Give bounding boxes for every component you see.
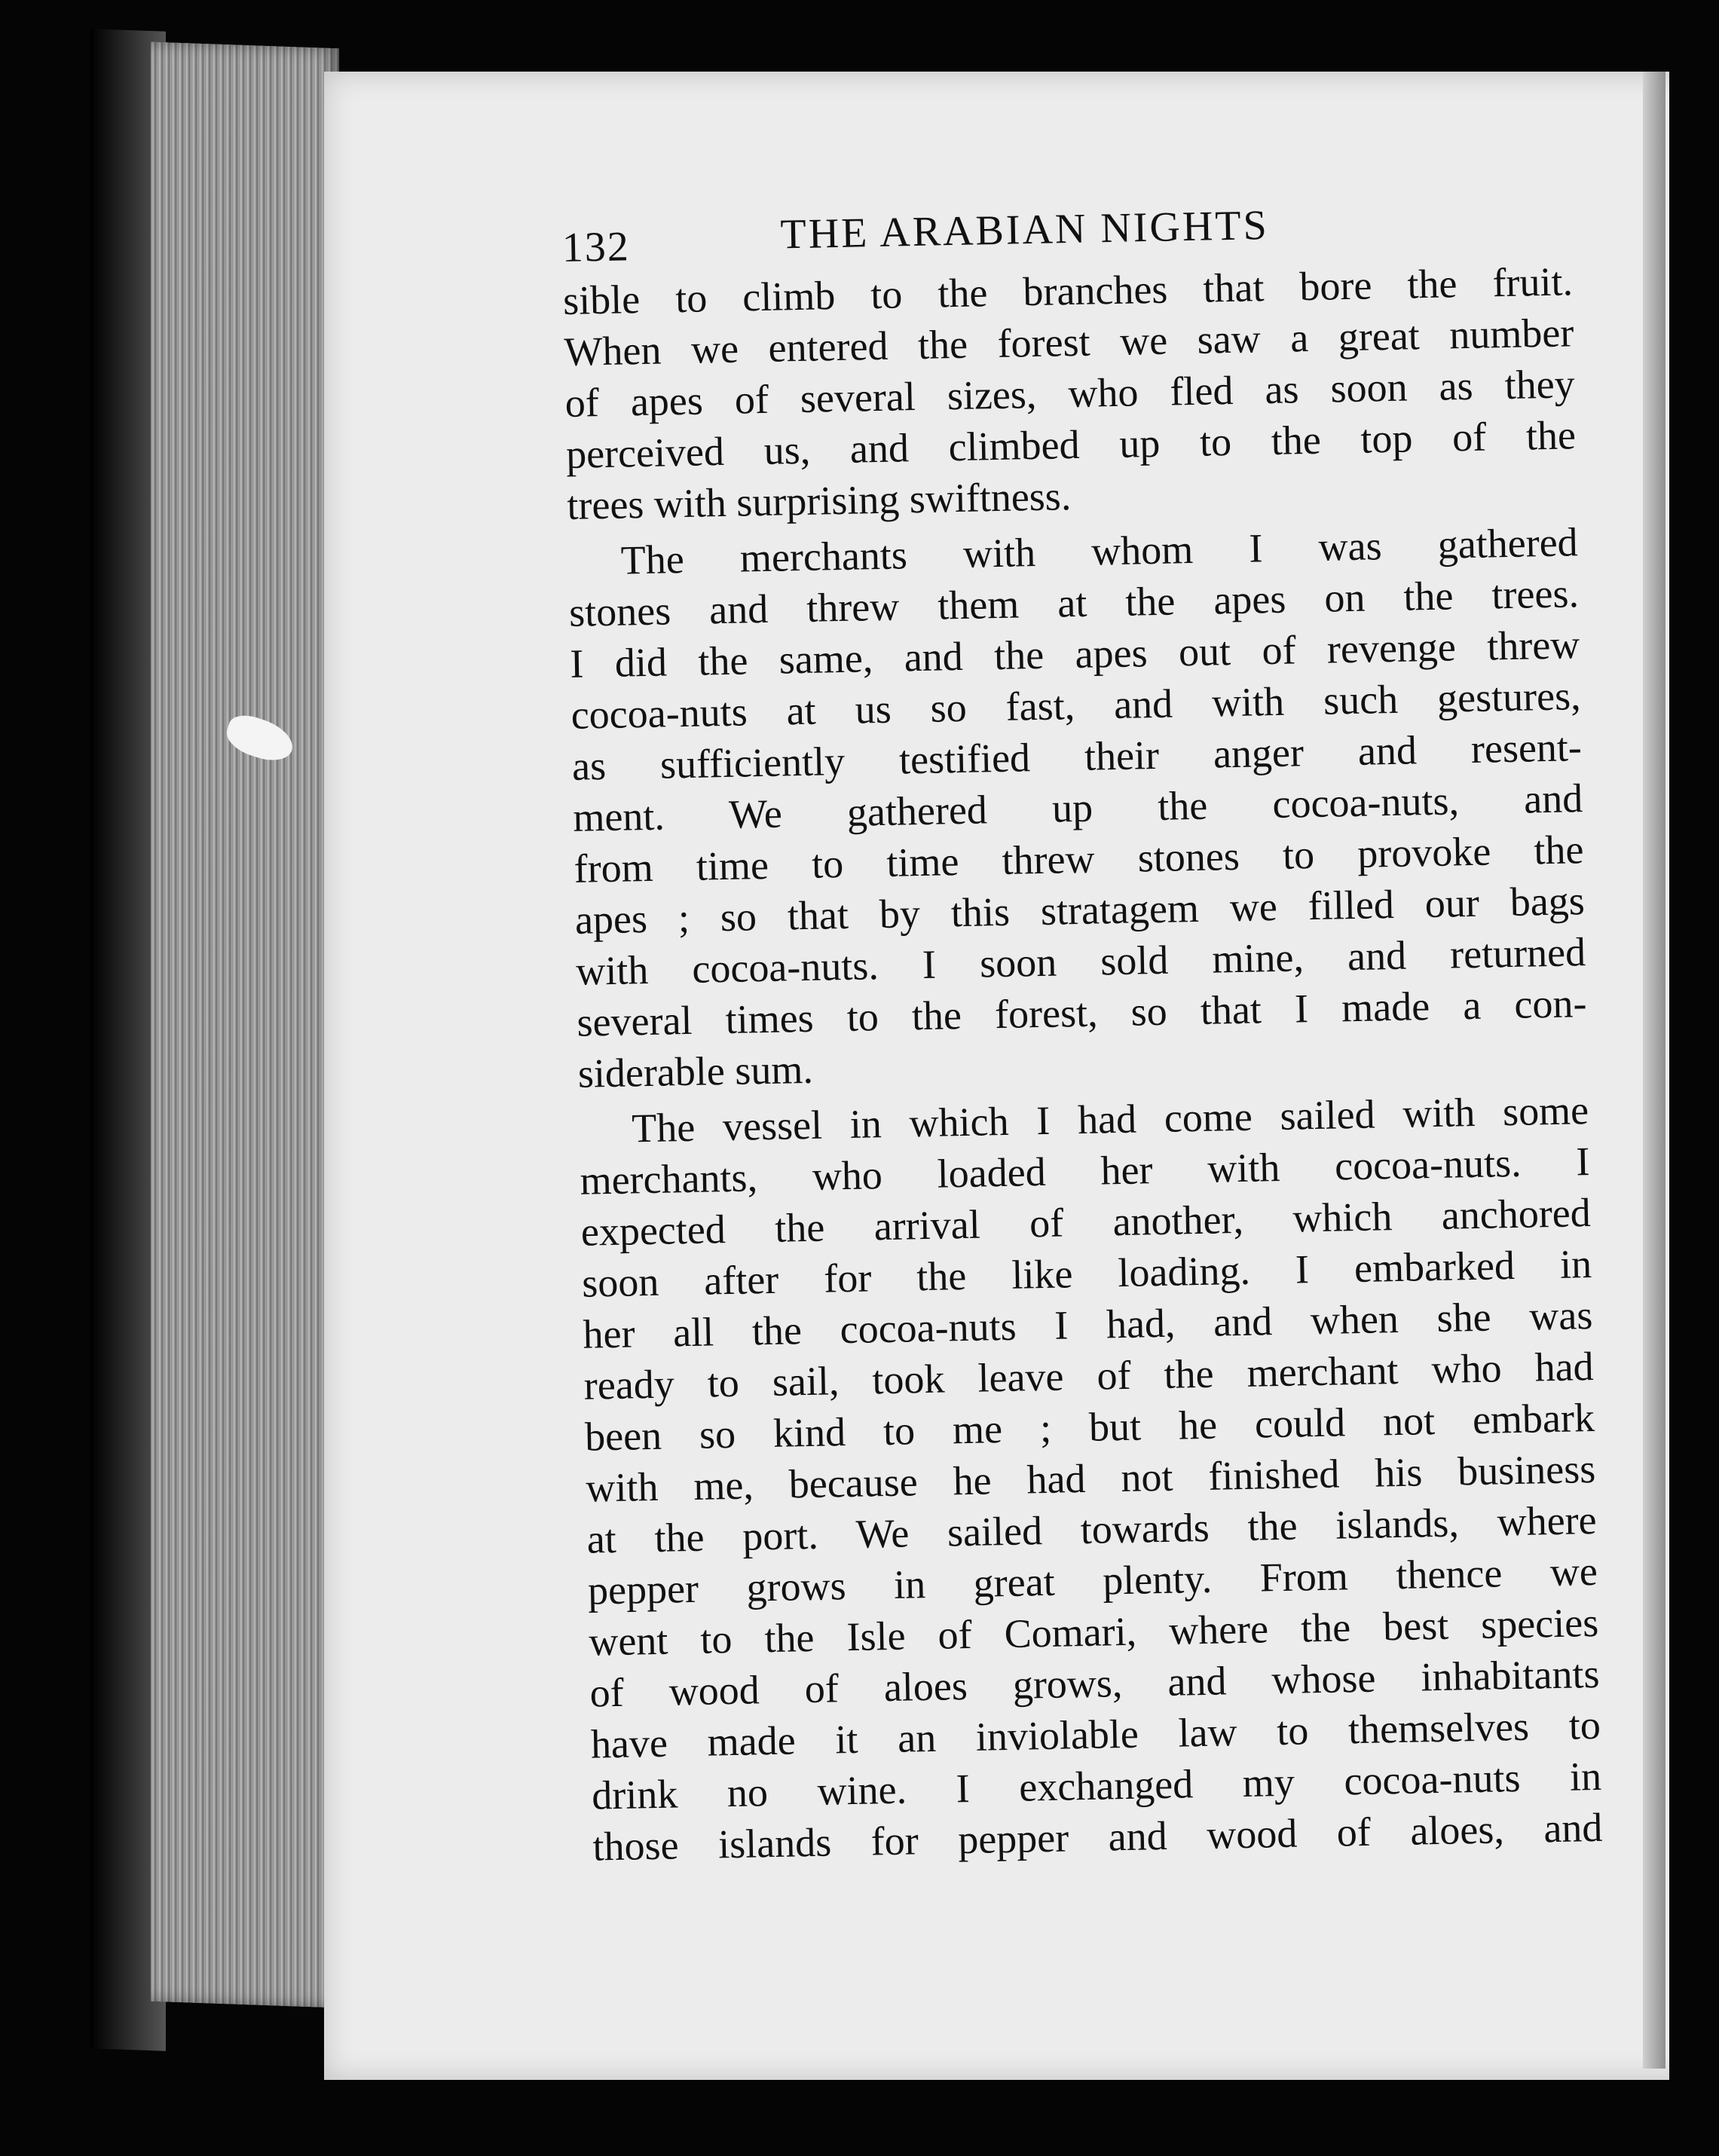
text-line: sible to climb to the branches that bore the fruit. — [562, 258, 1574, 323]
page-edges — [151, 42, 339, 2008]
text-line: with cocoa-nuts. I soon sold mine, and returned — [575, 929, 1586, 994]
text-line: have made it an inviolable law to themselves to — [590, 1702, 1601, 1767]
text-line: siderable sum. — [577, 1046, 814, 1096]
text-line: The vessel in which I had come sailed with some — [631, 1087, 1589, 1151]
text-line: merchants, who loaded her with cocoa-nuts. I — [580, 1139, 1590, 1203]
text-line: as sufficiently testified their anger and resent- — [571, 724, 1583, 789]
text-line: expected the arrival of another, which anchored — [580, 1190, 1592, 1255]
right-margin-shadow — [1669, 30, 1719, 2125]
text-line: apes ; so that by this stratagem we filled our bags — [574, 878, 1586, 943]
text-line: her all the cocoa-nuts I had, and when she was — [582, 1292, 1593, 1357]
paragraph — [579, 1084, 1603, 1873]
text-line: at the port. We sailed towards the islands, where — [586, 1497, 1598, 1562]
text-line: several times to the forest, so that I made a con- — [577, 980, 1587, 1045]
paragraph — [563, 255, 1577, 531]
page-number: 132 — [561, 223, 631, 271]
text-line: soon after for the like loading. I embarked in — [581, 1241, 1592, 1306]
page-text-block — [561, 195, 1603, 1872]
text-line: stones and threw them at the apes on the trees. — [568, 570, 1580, 635]
text-line: I did the same, and the apes out of revenge threw — [569, 622, 1580, 687]
text-line: from time to time threw stones to provoke the — [574, 827, 1584, 891]
text-line: ready to sail, took leave of the merchant who had — [583, 1343, 1595, 1408]
text-line: perceived us, and climbed up to the top of the — [565, 412, 1577, 477]
text-line: When we entered the forest we saw a great number — [563, 310, 1574, 375]
text-line: with me, because he had not finished his business — [585, 1445, 1596, 1511]
text-line: of wood of aloes grows, and whose inhabitants — [589, 1650, 1600, 1716]
text-line: of apes of several sizes, who fled as soon as they — [564, 361, 1576, 426]
text-line: those islands for pepper and wood of aloes, and — [592, 1804, 1603, 1870]
running-title: THE ARABIAN NIGHTS — [779, 201, 1270, 258]
text-line: The merchants with whom I was gathered — [620, 519, 1579, 583]
text-line: ment. We gathered up the cocoa-nuts, and — [572, 775, 1583, 840]
text-line: trees with surprising swiftness. — [566, 473, 1072, 528]
text-line: cocoa-nuts at us so fast, and with such gestures, — [570, 673, 1582, 738]
text-line: pepper grows in great plenty. From thence we — [587, 1548, 1598, 1613]
paragraph — [567, 516, 1588, 1099]
text-line: been so kind to me ; but he could not embark — [584, 1394, 1595, 1460]
text-line: went to the Isle of Comari, where the best species — [588, 1599, 1599, 1665]
text-line: drink no wine. I exchanged my cocoa-nuts in — [591, 1753, 1602, 1818]
facing-page-edge — [1643, 72, 1665, 2069]
